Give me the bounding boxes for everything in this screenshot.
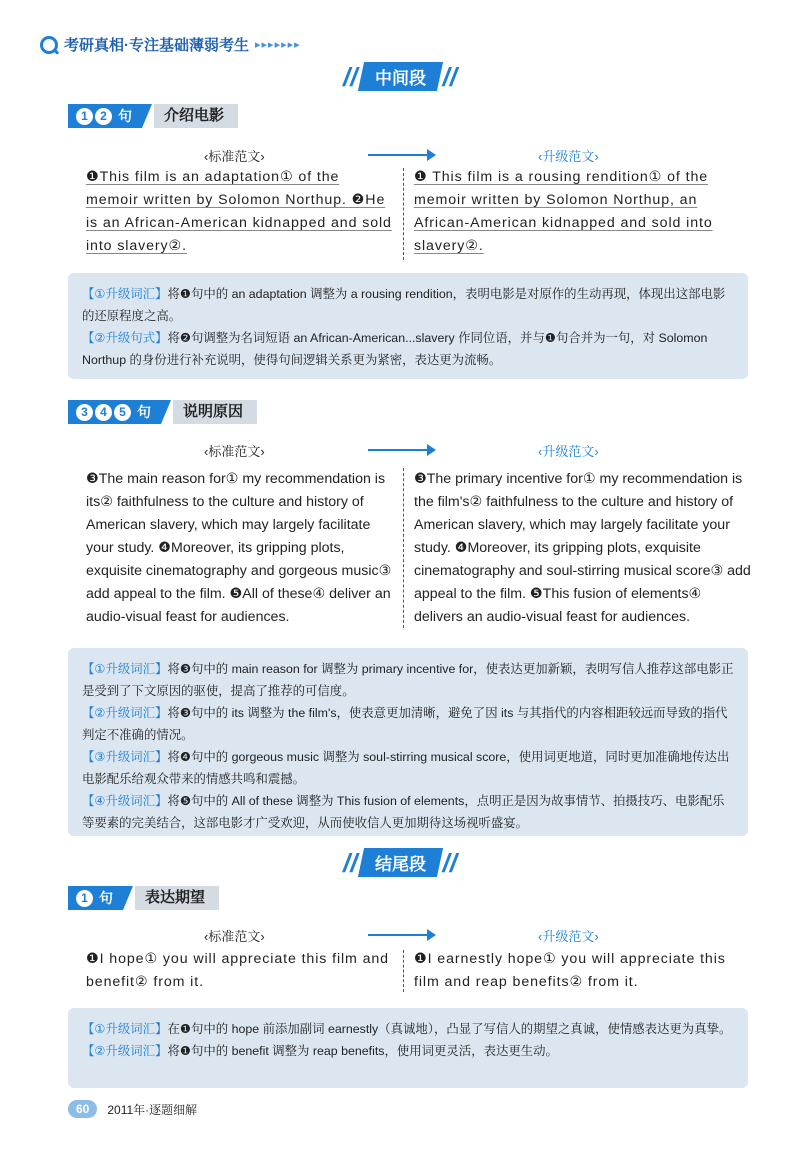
brand-title: 考研真相·专注基础薄弱考生 — [64, 37, 249, 54]
note-text: 将❹句中的 gorgeous music 调整为 soul-stirring musical score，使用词更地道，同时更加准确地传达出电影配乐给观众带来的情感共鸣和震撼。 — [82, 750, 730, 786]
note-tag: 【①升级词汇】 — [82, 662, 168, 676]
note-text: 将❸句中的 its 调整为 the film's，使表意更加清晰，避免了因 its 与其指代的内容相距较远而导致的指代判定不准确的情况。 — [82, 706, 728, 742]
note-item — [82, 658, 734, 702]
standard-label: ‹标准范文› — [204, 929, 265, 944]
section-title: 介绍电影 — [154, 104, 238, 128]
tag-slant — [123, 886, 133, 910]
note-tag: 【①升级词汇】 — [82, 1022, 168, 1036]
arrow-right-icon — [368, 154, 430, 156]
note-text: 将❶句中的 an adaptation 调整为 a rousing rendition，表明电影是对原作的生动再现，体现出这部电影的还原程度之高。 — [82, 287, 726, 323]
page-footer — [68, 1100, 197, 1118]
note-item — [82, 790, 734, 834]
note-tag: 【④升级词汇】 — [82, 794, 168, 808]
note-text: 在❶句中的 hope 前添加副词 earnestly（真诚地），凸显了写信人的期望之真诚，使情感表达更为真挚。 — [167, 1022, 732, 1036]
sentence-number-badge — [68, 400, 161, 424]
note-text: 将❺句中的 All of these 调整为 This fusion of elements，点明正是因为故事情节、拍摄技巧、电影配乐等要素的完美结合，这部电影才广受欢迎，从而使收信人更加期待这场视听盛宴。 — [82, 794, 725, 830]
banner-middle — [300, 62, 500, 91]
slash-right: // — [442, 847, 457, 878]
note-box-s2 — [68, 648, 748, 836]
upgrade-label: ‹升级范文› — [538, 929, 599, 944]
note-item — [82, 327, 734, 371]
banner-end-box — [357, 848, 442, 877]
upgrade-text-s2: ❸The primary incentive for① my recommendation is the film's② faithfulness to the culture and history of American slavery, which may largely facilitate your study. ❹Moreover, its gripping plots, exquisite cinematography and soul-stirring musical score③ add appeal to the film. ❺This fusion of elements④ delivers an audio-visual feast for audiences. — [414, 471, 751, 625]
section-title: 表达期望 — [135, 886, 219, 910]
note-box-s3 — [68, 1008, 748, 1088]
upgrade-label: ‹升级范文› — [538, 149, 599, 164]
column-divider — [403, 168, 404, 260]
note-tag: 【②升级词汇】 — [82, 706, 168, 720]
sentence-suffix: 句 — [99, 890, 113, 906]
note-item — [82, 702, 734, 746]
note-tag: 【③升级词汇】 — [82, 750, 168, 764]
upgrade-text-s1: ❶ This film is a rousing rendition① of the memoir written by Solomon Northup, an African-American kidnapped and sold into slavery②. — [414, 169, 713, 254]
note-box-s1 — [68, 273, 748, 379]
circle-num: 3 — [76, 404, 93, 421]
arrow-right-icon — [368, 934, 430, 936]
tag-slant — [161, 400, 171, 424]
banner-end-text: 结尾段 — [374, 855, 426, 874]
banner-middle-text: 中间段 — [374, 69, 426, 88]
brand-header — [40, 34, 301, 55]
section-title: 说明原因 — [173, 400, 257, 424]
note-text: 将❶句中的 benefit 调整为 reap benefits，使用词更灵活，表达更生动。 — [167, 1044, 558, 1058]
note-tag: 【②升级句式】 — [82, 331, 168, 345]
section-tag-3 — [68, 886, 219, 910]
tag-slant — [142, 104, 152, 128]
note-tag: 【②升级词汇】 — [82, 1044, 168, 1058]
note-item — [82, 746, 734, 790]
arrows-decoration: ▸▸▸▸▸▸▸ — [255, 39, 301, 51]
standard-text-s1: ❶This film is an adaptation① of the memoir written by Solomon Northup. ❷He is an African-American kidnapped and sold into slavery②. — [86, 169, 392, 254]
section-tag-2 — [68, 400, 257, 424]
circle-num: 1 — [76, 890, 93, 907]
circle-num: 1 — [76, 108, 93, 125]
upgrade-text-s3: ❶I earnestly hope① you will appreciate this film and reap benefits② from it. — [414, 951, 726, 990]
slash-right: // — [442, 61, 457, 92]
standard-text-s3: ❶I hope① you will appreciate this film and benefit② from it. — [86, 951, 389, 990]
section-tag-1 — [68, 104, 238, 128]
note-item — [82, 1018, 734, 1040]
sentence-suffix: 句 — [137, 404, 151, 420]
slash-left: // — [343, 61, 358, 92]
page-number: 60 — [68, 1100, 97, 1118]
upgrade-label: ‹升级范文› — [538, 444, 599, 459]
banner-middle-box — [357, 62, 442, 91]
arrow-right-icon — [368, 449, 430, 451]
standard-label: ‹标准范文› — [204, 444, 265, 459]
note-tag: 【①升级词汇】 — [82, 287, 168, 301]
banner-end — [300, 848, 500, 877]
magnifier-logo-icon — [40, 36, 58, 54]
column-divider — [403, 468, 404, 628]
standard-label: ‹标准范文› — [204, 149, 265, 164]
note-item — [82, 283, 734, 327]
sentence-number-badge — [68, 886, 123, 910]
note-text: 将❸句中的 main reason for 调整为 primary incentive for，使表达更加新颖，表明写信人推荐这部电影正是受到了下文原因的驱使，提高了推荐的可信度。 — [82, 662, 734, 698]
standard-text-s2: ❸The main reason for① my recommendation is its② faithfulness to the culture and history of American slavery, which may largely facilitate your study. ❹Moreover, its gripping plots, exquisite cinematography and gorgeous music③ add appeal to the film. ❺All of these④ deliver an audio-visual feast for audiences. — [86, 471, 392, 625]
note-item — [82, 1040, 734, 1062]
sentence-number-badge — [68, 104, 142, 128]
circle-num: 2 — [95, 108, 112, 125]
note-text: 将❷句调整为名词短语 an African-American...slavery 作同位语，并与❶句合并为一句，对 Solomon Northup 的身份进行补充说明，使得句间逻辑关系更为紧密，表达更为流畅。 — [82, 331, 708, 367]
circle-num: 4 — [95, 404, 112, 421]
sentence-suffix: 句 — [118, 108, 132, 124]
column-divider — [403, 950, 404, 992]
footer-title: 2011年·逐题细解 — [107, 1102, 198, 1117]
slash-left: // — [343, 847, 358, 878]
circle-num: 5 — [114, 404, 131, 421]
